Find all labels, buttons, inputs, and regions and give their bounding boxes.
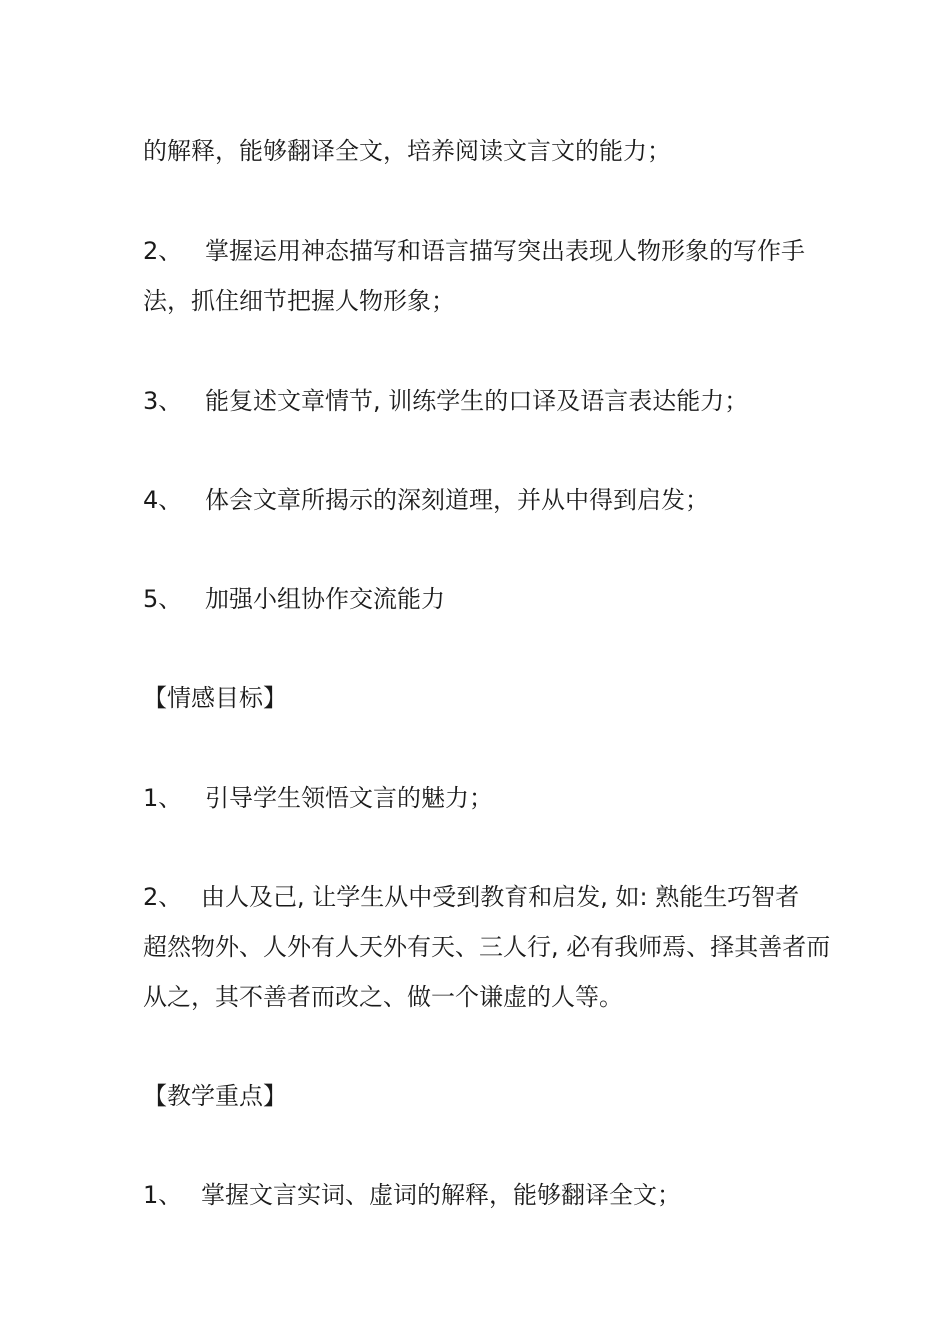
item-text: 加强小组协作交流能力 bbox=[205, 585, 445, 613]
item-text-line-1: 由人及己, 让学生从中受到教育和启发, 如: 熟能生巧智者 bbox=[201, 883, 800, 911]
item-text: 体会文章所揭示的深刻道理，并从中得到启发； bbox=[205, 486, 709, 514]
item-text: 掌握文言实词、虚词的解释，能够翻译全文； bbox=[201, 1181, 681, 1209]
item-number: 1、 bbox=[143, 784, 183, 812]
item-text: 引导学生领悟文言的魅力； bbox=[205, 784, 493, 812]
emotion-item-2-line-2: 超然物外、人外有人天外有天、三人行, 必有我师焉、择其善者而 bbox=[143, 933, 831, 961]
item-number: 3、 bbox=[143, 387, 183, 415]
item-number: 2、 bbox=[143, 237, 183, 265]
emotion-item-1 bbox=[143, 773, 823, 823]
item-number: 5、 bbox=[143, 585, 183, 613]
emotion-heading: 【情感目标】 bbox=[143, 684, 287, 712]
emotion-item-2-line-3: 从之，其不善者而改之、做一个谦虚的人等。 bbox=[143, 983, 623, 1011]
ability-item-5 bbox=[143, 574, 823, 624]
emotion-item-2 bbox=[143, 872, 823, 922]
key-item-1 bbox=[143, 1170, 823, 1220]
ability-item-4 bbox=[143, 475, 823, 525]
item-number: 2、 bbox=[143, 883, 183, 911]
key-heading: 【教学重点】 bbox=[143, 1082, 287, 1110]
ability-item-3 bbox=[143, 376, 823, 426]
ability-item-2-continued: 法，抓住细节把握人物形象； bbox=[143, 287, 455, 315]
continuation-line: 的解释，能够翻译全文，培养阅读文言文的能力； bbox=[143, 137, 671, 165]
item-number: 1、 bbox=[143, 1181, 183, 1209]
item-text: 能复述文章情节, 训练学生的口译及语言表达能力； bbox=[205, 387, 749, 415]
item-number: 4、 bbox=[143, 486, 183, 514]
item-text-line-1: 掌握运用神态描写和语言描写突出表现人物形象的写作手 bbox=[205, 237, 805, 265]
ability-item-2 bbox=[143, 226, 823, 276]
